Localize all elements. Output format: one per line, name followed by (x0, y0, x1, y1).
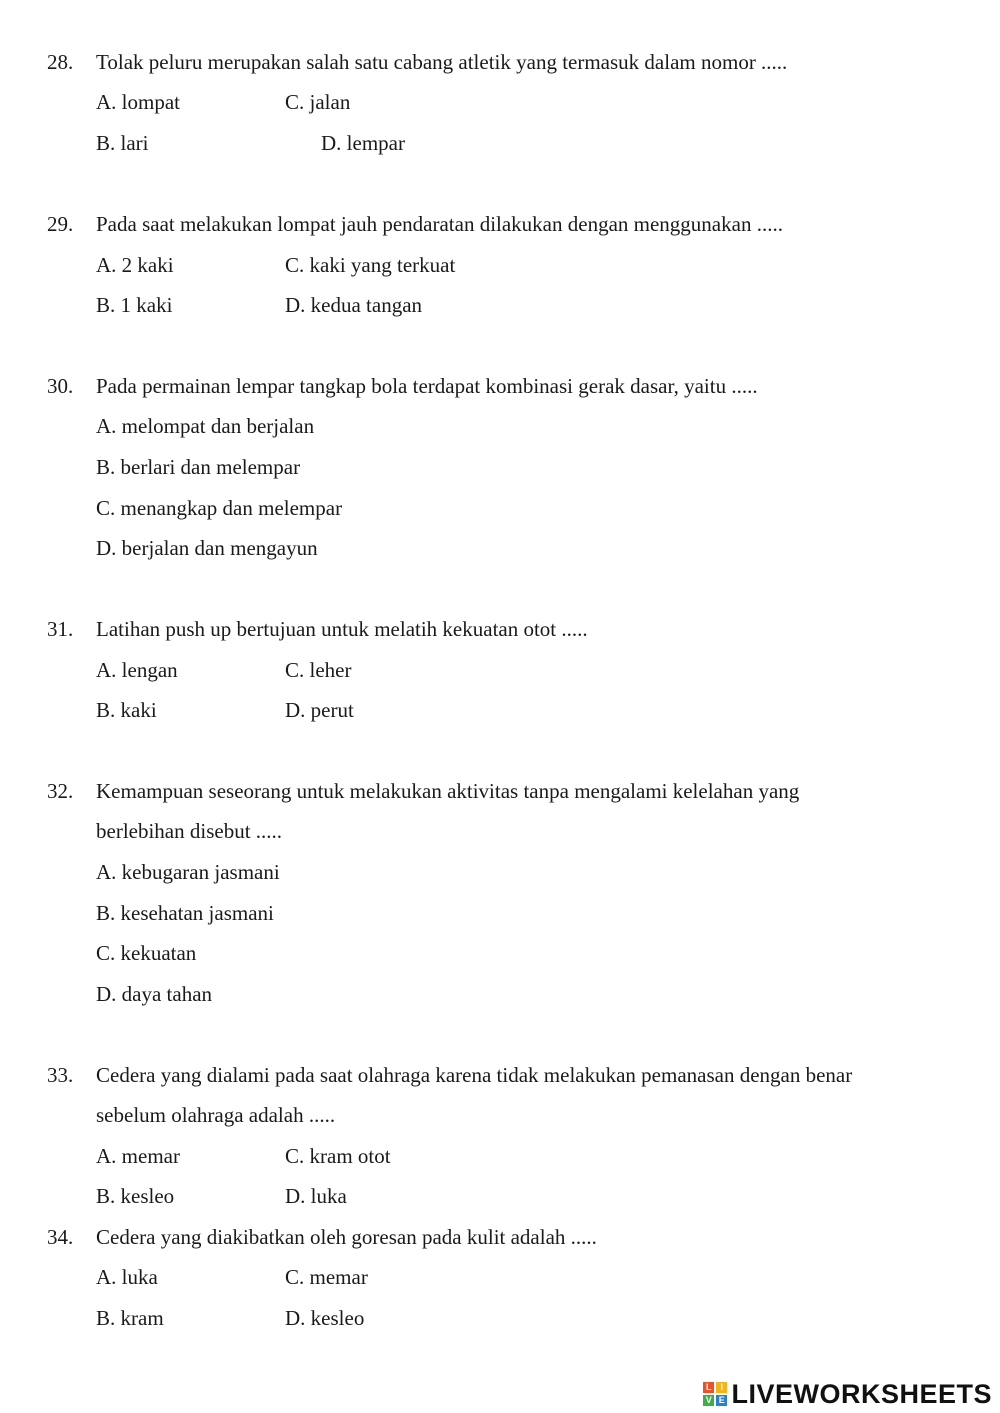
question-stem: Kemampuan seseorang untuk melakukan aktivitas tanpa mengalami kelelahan yang (96, 779, 800, 803)
question-number: 32. (47, 779, 74, 803)
option-c[interactable]: C. kaki yang terkuat (285, 253, 456, 277)
option-b[interactable]: B. 1 kaki (96, 293, 173, 317)
option-a[interactable]: A. luka (96, 1265, 158, 1289)
question-stem: Pada saat melakukan lompat jauh pendaratan dilakukan dengan menggunakan ..... (96, 212, 783, 236)
option-a[interactable]: A. kebugaran jasmani (96, 860, 280, 884)
question-number: 31. (47, 617, 74, 641)
option-b[interactable]: B. kaki (96, 698, 157, 722)
option-d[interactable]: D. luka (285, 1184, 347, 1208)
option-c[interactable]: C. menangkap dan melempar (96, 496, 343, 520)
option-a[interactable]: A. melompat dan berjalan (96, 414, 315, 438)
question-stem: Latihan push up bertujuan untuk melatih kekuatan otot ..... (96, 617, 588, 641)
question-number: 29. (47, 212, 74, 236)
option-b[interactable]: B. lari (96, 131, 149, 155)
brand-text: LIVEWORKSHEETS (731, 1378, 992, 1409)
option-b[interactable]: B. kesleo (96, 1184, 175, 1208)
question-number: 30. (47, 374, 74, 398)
question-number: 28. (47, 50, 74, 74)
option-d[interactable]: D. perut (285, 698, 354, 722)
question-number: 33. (47, 1063, 74, 1087)
question-stem: Tolak peluru merupakan salah satu cabang atletik yang termasuk dalam nomor ..... (96, 50, 788, 74)
question-number: 34. (47, 1225, 74, 1249)
option-c[interactable]: C. jalan (285, 90, 351, 114)
question-stem: Pada permainan lempar tangkap bola terdapat kombinasi gerak dasar, yaitu ..... (96, 374, 758, 398)
option-a[interactable]: A. lompat (96, 90, 180, 114)
option-a[interactable]: A. memar (96, 1144, 180, 1168)
liveworksheets-logo-icon (703, 1382, 727, 1406)
logo-letter-i: I (716, 1382, 727, 1393)
liveworksheets-logo[interactable] (703, 1377, 992, 1411)
option-d[interactable]: D. kesleo (285, 1306, 365, 1330)
question-stem-continued: berlebihan disebut ..... (96, 819, 283, 843)
logo-letter-l: L (703, 1382, 714, 1393)
option-a[interactable]: A. lengan (96, 658, 178, 682)
question-stem: Cedera yang diakibatkan oleh goresan pada kulit adalah ..... (96, 1225, 597, 1249)
option-d[interactable]: D. daya tahan (96, 982, 213, 1006)
option-c[interactable]: C. kram otot (285, 1144, 391, 1168)
option-b[interactable]: B. kesehatan jasmani (96, 901, 274, 925)
question-stem-continued: sebelum olahraga adalah ..... (96, 1103, 336, 1127)
option-b[interactable]: B. berlari dan melempar (96, 455, 301, 479)
option-c[interactable]: C. kekuatan (96, 941, 197, 965)
logo-letter-v: V (703, 1395, 714, 1406)
option-c[interactable]: C. leher (285, 658, 352, 682)
option-d[interactable]: D. lempar (321, 131, 405, 155)
logo-letter-e: E (716, 1395, 727, 1406)
option-b[interactable]: B. kram (96, 1306, 164, 1330)
question-stem: Cedera yang dialami pada saat olahraga karena tidak melakukan pemanasan dengan benar (96, 1063, 853, 1087)
option-d[interactable]: D. kedua tangan (285, 293, 423, 317)
option-a[interactable]: A. 2 kaki (96, 253, 174, 277)
option-d[interactable]: D. berjalan dan mengayun (96, 536, 318, 560)
option-c[interactable]: C. memar (285, 1265, 368, 1289)
